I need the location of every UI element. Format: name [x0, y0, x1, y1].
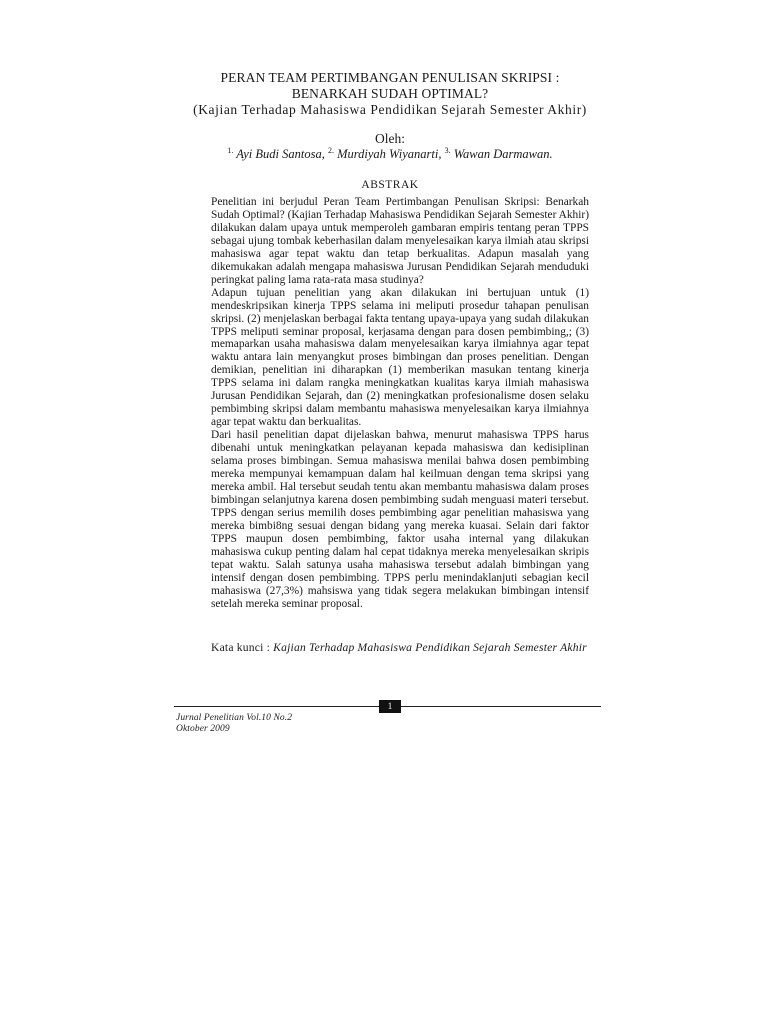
keywords-text: Kajian Terhadap Mahasiswa Pendidikan Sejarah Semester Akhir: [273, 641, 587, 654]
abstract-heading: ABSTRAK: [361, 179, 419, 191]
title-line-1: PERAN TEAM PERTIMBANGAN PENULISAN SKRIPSI :: [220, 70, 560, 85]
author-3-name: Wawan Darmawan.: [453, 147, 553, 161]
abstract-paragraph: Dari hasil penelitian dapat dijelaskan bahwa, menurut mahasiswa TPPS harus dibenahi untuk meningkatkan pelayanan kepada mahasiswa dan kedisiplinan selama proses bimbingan. Semua mahasiswa menilai bahwa dosen pembimbing mereka mempunyai kemampuan dalam hal keilmuan dengan tema skripsi yang mereka ambil. Hal tersebut seudah tentu akan membantu mahasiswa dalam proses bimbingan selanjutnya karena dosen pembimbing sudah menguasi materi tersebut. TPPS dengan serius memilih doses pembimbing agar penelitian mahasiswa yang mereka bimbi8ng sesuai dengan bidang yang mereka kuasai. Selain dari faktor TPPS maupun dosen pembimbing, faktor usaha internal yang dilakukan mahasiswa cukup penting dalam hal cepat tidaknya mereka menyelesaikan skripis tepat waktu. Salah satunya usaha mahasiswa tersebut adalah bimbingan yang intensif dengan dosen pembimbing. TPPS perlu menindaklanjuti sebagian kecil mahasiswa (27,3%) mahsiswa yang tidak segera melakukan bimbingan intensif setelah mereka seminar proposal.: [211, 429, 589, 610]
keywords-label: Kata kunci :: [211, 641, 274, 654]
subtitle: (Kajian Terhadap Mahasiswa Pendidikan Sejarah Semester Akhir): [193, 102, 587, 117]
author-1-number: 1.: [227, 146, 234, 155]
author-2-name: Murdiyah Wiyanarti,: [337, 147, 442, 161]
journal-citation: Jurnal Penelitian Vol.10 No.2: [176, 713, 293, 723]
keywords: [211, 641, 611, 654]
byline-label: Oleh:: [375, 131, 405, 146]
author-2-number: 2.: [327, 146, 334, 155]
author-3-number: 3.: [444, 146, 451, 155]
page-number: 1: [379, 700, 401, 713]
abstract-paragraph: Adapun tujuan penelitian yang akan dilakukan ini bertujuan untuk (1) mendeskripsikan kinerja TPPS selama ini meliputi prosedur tahapan penulisan skripsi. (2) menjelaskan berbagai fakta tentang upaya-upaya yang sudah dilakukan TPPS meliputi seminar proposal, kerjasama dengan para dosen pembimbing,; (3) memaparkan usaha mahasiswa dalam menyelesaikan karya ilmiahnya agar tepat waktu antara lain menyangkut proses bimbingan dan proses penelitian. Dengan demikian, penelitian ini diharapkan (1) memberikan masukan tentang kinerja TPPS selama ini dalam rangka meningkatkan kualitas karya ilmiah mahasiswa Jurusan Pendidikan Sejarah, dan (2) meningkatkan profesionalisme dosen selaku pembimbing skripsi dalam membantu mahasiswa menyelesaikan karya ilmiahnya agar tepat waktu dan berkualitas.: [211, 286, 589, 429]
author-1-name: Ayi Budi Santosa,: [236, 147, 325, 161]
abstract-paragraph: Penelitian ini berjudul Peran Team Pertimbangan Penulisan Skripsi: Benarkah Sudah Optimal? (Kajian Terhadap Mahasiswa Pendidikan Sejarah Semester Akhir) dilakukan dalam upaya untuk memperoleh gambaran empiris tentang peran TPPS sebagai ujung tombak keberhasilan dalam menyelesaikan karya ilmiah atau skripsi mahasiswa agar tepat waktu dan tetap berkualitas. Adapun masalah yang dikemukakan adalah mengapa mahasiswa Jurusan Pendidikan Sejarah menduduki peringkat paling lama rata-rata masa studinya?: [211, 196, 589, 286]
title-line-2: BENARKAH SUDAH OPTIMAL?: [291, 86, 489, 101]
author-list: [160, 146, 620, 162]
abstract-body: [211, 196, 589, 611]
journal-date: Oktober 2009: [176, 724, 230, 734]
